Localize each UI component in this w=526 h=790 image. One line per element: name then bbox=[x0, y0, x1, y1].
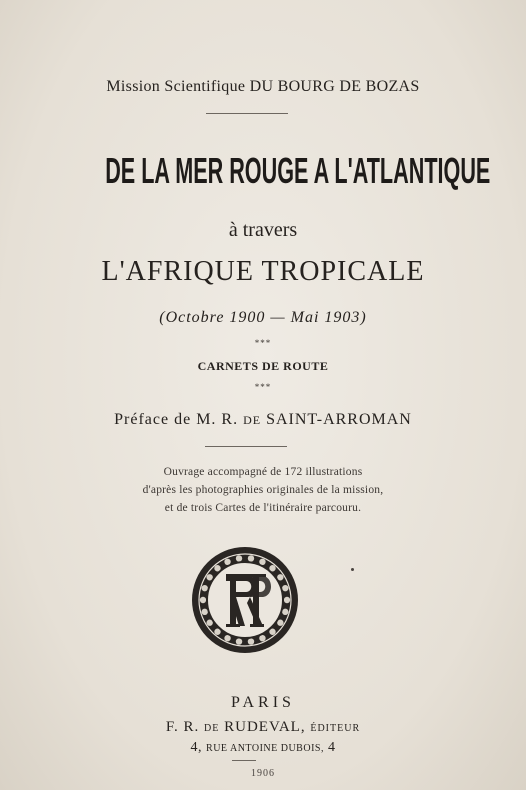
publisher-monogram-icon bbox=[190, 545, 300, 655]
rosette-ornament bbox=[236, 555, 242, 561]
asterism-ornament: *** bbox=[254, 338, 272, 348]
divider-top bbox=[206, 113, 288, 114]
publisher-particle: DE bbox=[204, 723, 220, 734]
rosette-ornament bbox=[224, 559, 230, 565]
publication-year: 1906 bbox=[251, 768, 275, 779]
preface-lead: Préface de M. R. bbox=[114, 411, 239, 428]
rosette-ornament bbox=[236, 638, 242, 644]
divider-bottom bbox=[232, 760, 256, 761]
date-range: (Octobre 1900 — Mai 1903) bbox=[159, 309, 367, 326]
subtitle-through: à travers bbox=[228, 219, 298, 241]
rosette-ornament bbox=[282, 585, 288, 591]
preface-author: SAINT-ARROMAN bbox=[266, 411, 412, 428]
rosette-ornament bbox=[259, 635, 265, 641]
rosette-ornament bbox=[248, 555, 254, 561]
imprint-city: PARIS bbox=[231, 694, 295, 711]
subtitle-region: L'AFRIQUE TROPICALE bbox=[101, 256, 425, 287]
section-label: CARNETS DE ROUTE bbox=[197, 359, 329, 373]
preface-particle: DE bbox=[243, 413, 262, 427]
illustration-note-line: et de trois Cartes de l'itinéraire parcouru. bbox=[164, 502, 362, 514]
rosette-ornament bbox=[282, 609, 288, 615]
address-street: RUE ANTOINE DUBOIS, bbox=[206, 743, 324, 754]
rosette-ornament bbox=[200, 597, 206, 603]
mission-heading: Mission Scientifique DU BOURG DE BOZAS bbox=[106, 78, 420, 95]
address-number-end: 4 bbox=[327, 740, 336, 755]
asterism-ornament: *** bbox=[254, 382, 272, 392]
rosette-ornament bbox=[202, 585, 208, 591]
imprint-publisher bbox=[0, 719, 526, 736]
publisher-initials: F. R. bbox=[165, 719, 200, 735]
divider-middle bbox=[205, 446, 287, 447]
illustration-note-line: Ouvrage accompagné de 172 illustrations bbox=[163, 466, 363, 478]
book-title: DE LA MER ROUGE A L'ATLANTIQUE bbox=[105, 150, 491, 191]
ink-speck bbox=[351, 568, 354, 571]
publisher-name: RUDEVAL, bbox=[224, 719, 306, 735]
rosette-ornament bbox=[202, 609, 208, 615]
rosette-ornament bbox=[259, 559, 265, 565]
address-number: 4, bbox=[190, 740, 203, 755]
imprint-address bbox=[0, 740, 526, 756]
rosette-ornament bbox=[224, 635, 230, 641]
publisher-role: ÉDITEUR bbox=[310, 723, 361, 734]
rosette-ornament bbox=[284, 597, 290, 603]
rosette-ornament bbox=[248, 638, 254, 644]
preface-line bbox=[0, 411, 526, 429]
illustration-note-line: d'après les photographies originales de la mission, bbox=[142, 484, 384, 496]
